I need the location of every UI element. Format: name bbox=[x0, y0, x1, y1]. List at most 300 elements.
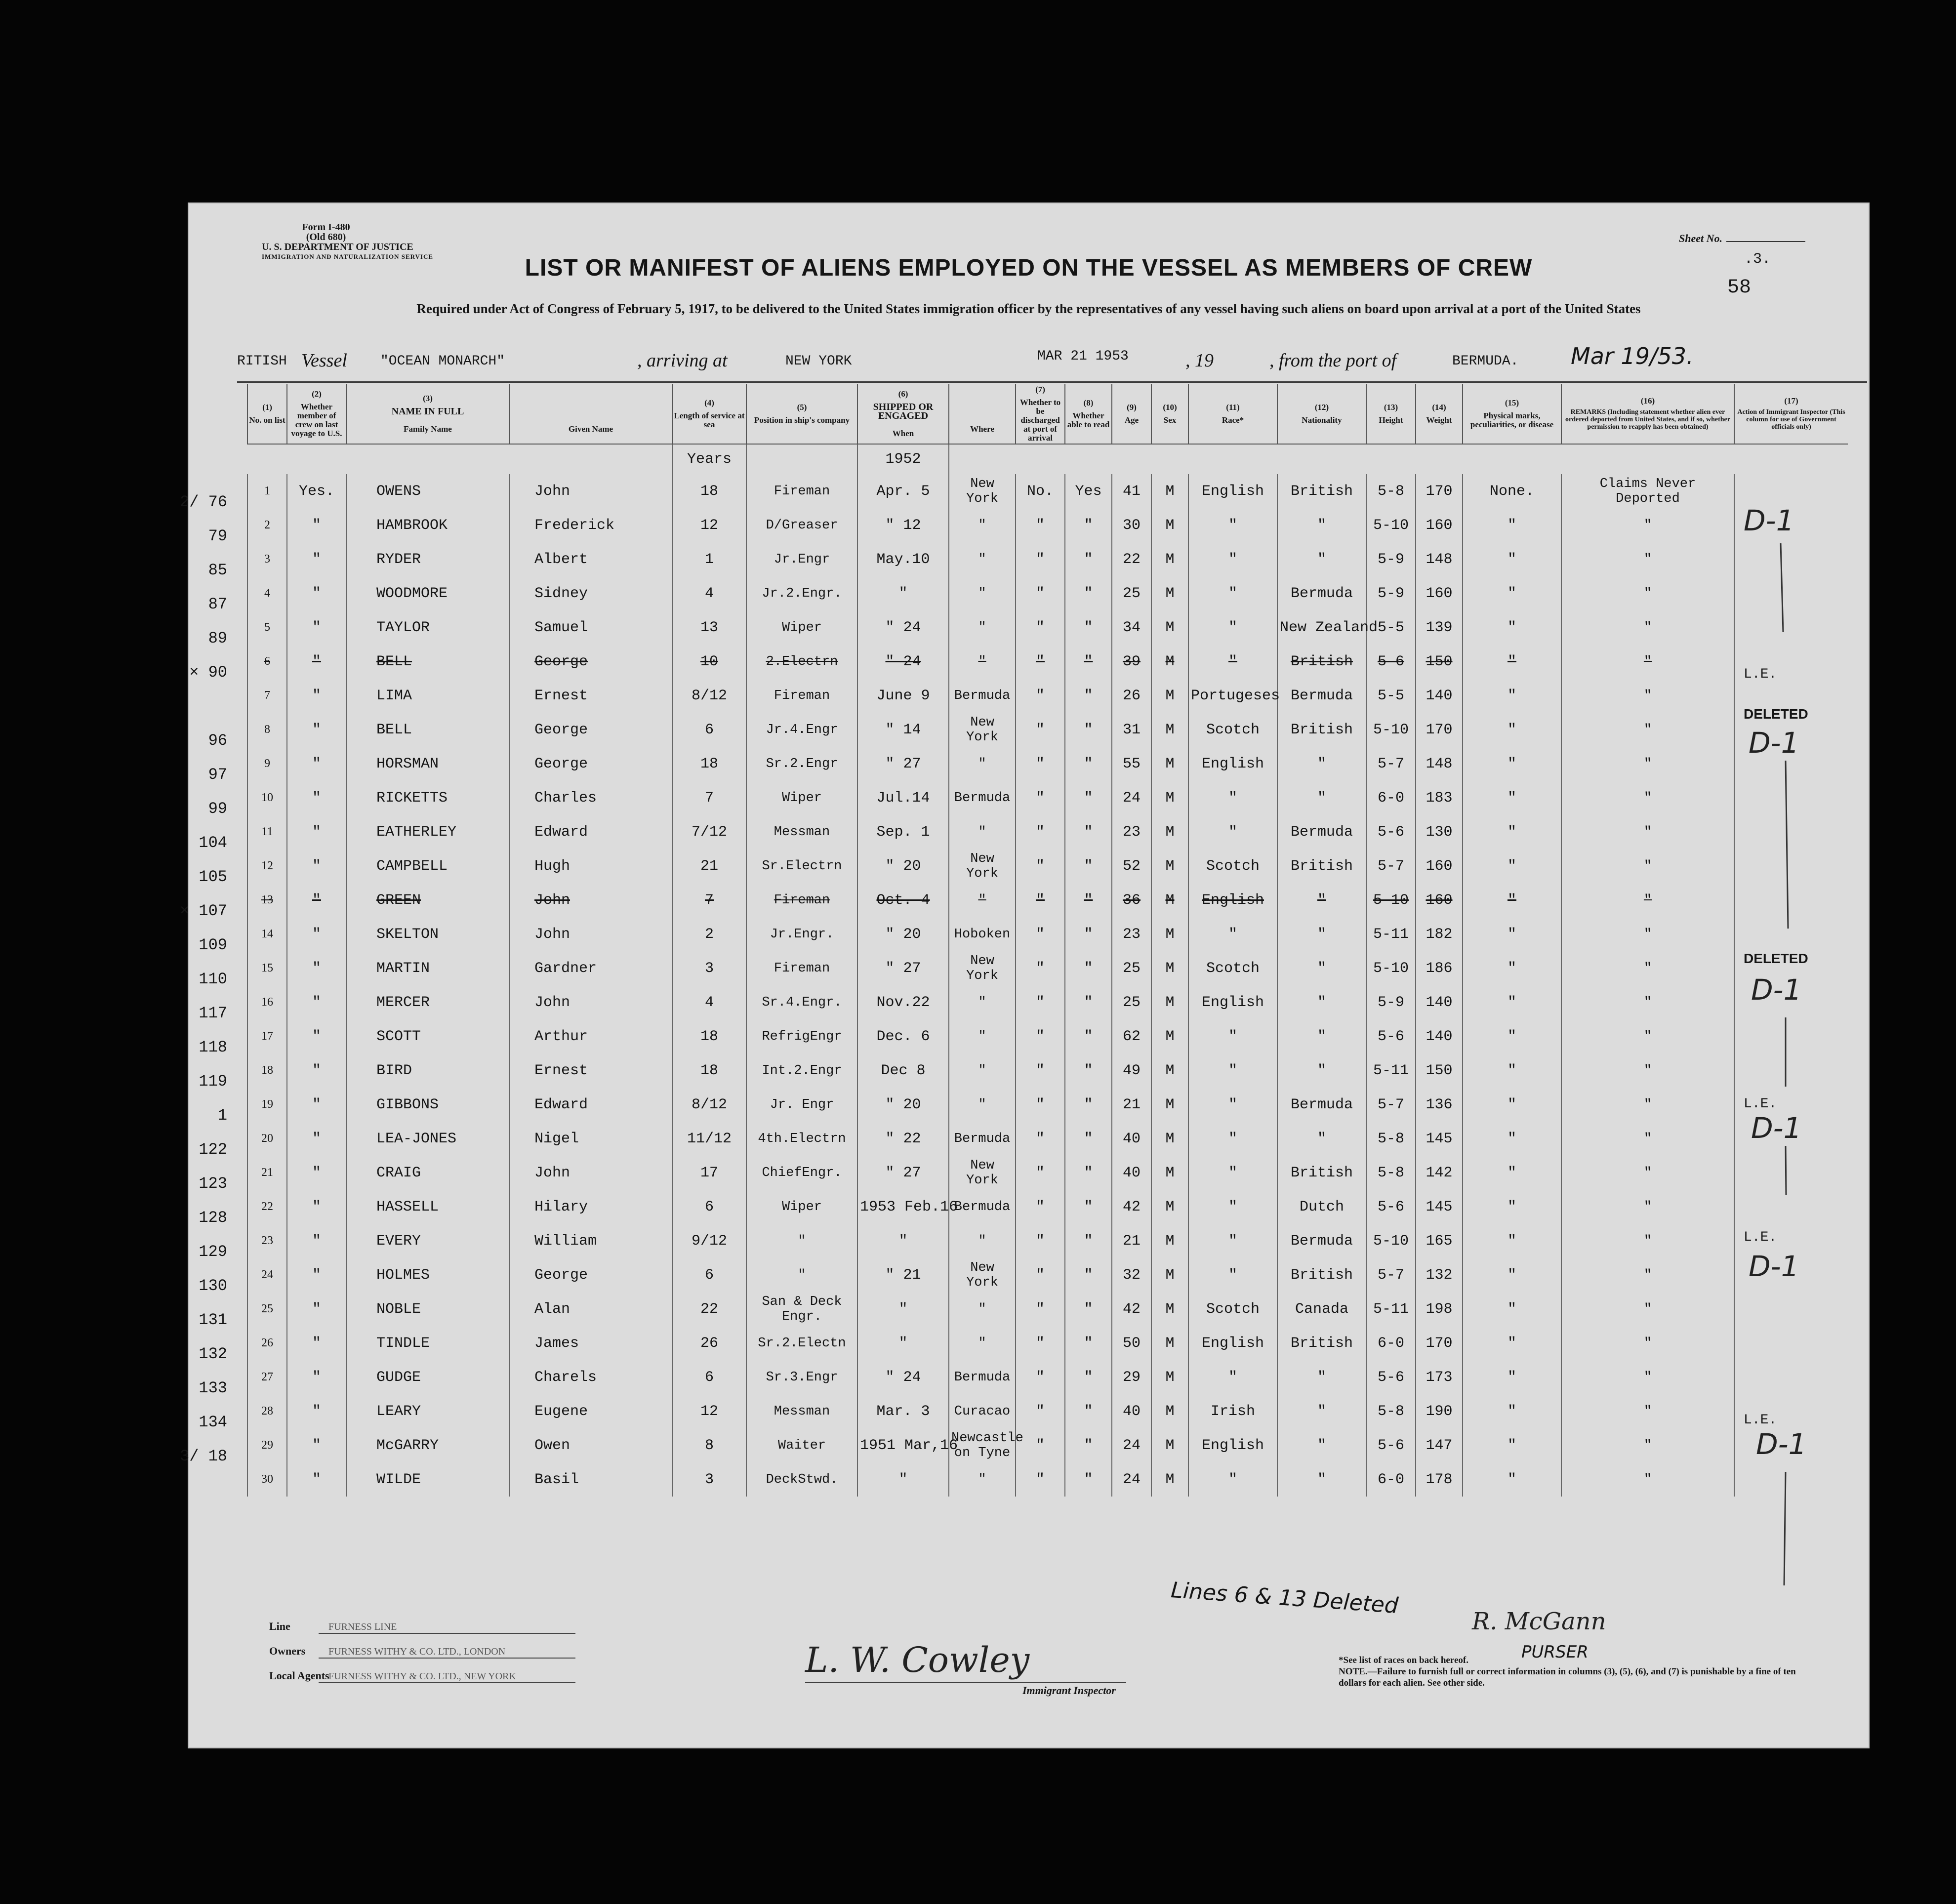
cell-no: 29 bbox=[247, 1428, 287, 1462]
cell-where: " bbox=[949, 1019, 1016, 1053]
cell-nationality: " bbox=[1277, 1019, 1366, 1053]
cell-family: LEARY bbox=[346, 1394, 509, 1428]
cell-family: BELL bbox=[346, 713, 509, 747]
cell-where: " bbox=[949, 747, 1016, 781]
cell-age: 32 bbox=[1112, 1258, 1151, 1292]
table-row bbox=[247, 508, 1848, 542]
cell-age: 23 bbox=[1112, 815, 1151, 849]
cell-position: Sr.2.Electn bbox=[746, 1326, 857, 1360]
cell-family: GREEN bbox=[346, 883, 509, 917]
cell-race: Portugeses bbox=[1188, 679, 1277, 713]
cell-age: 31 bbox=[1112, 713, 1151, 747]
cell-remarks: " bbox=[1561, 917, 1734, 951]
cell-height: 6-0 bbox=[1366, 781, 1416, 815]
cell-given: John bbox=[509, 474, 672, 508]
cell-nationality: British bbox=[1277, 1258, 1366, 1292]
cell-prev: " bbox=[287, 883, 346, 917]
cell-age: 25 bbox=[1112, 985, 1151, 1019]
cell-remarks: " bbox=[1561, 1122, 1734, 1156]
cell-weight: 145 bbox=[1416, 1190, 1463, 1224]
cell-discharged: " bbox=[1016, 1156, 1065, 1190]
cell-marks: " bbox=[1463, 1258, 1561, 1292]
cell-where: " bbox=[949, 1292, 1016, 1326]
cell-read: " bbox=[1065, 610, 1112, 645]
inspector-d1-mark: D-1 bbox=[1749, 1250, 1799, 1283]
cell-given: George bbox=[509, 747, 672, 781]
cell-race: English bbox=[1188, 985, 1277, 1019]
cell-marks: " bbox=[1463, 679, 1561, 713]
cell-sex: M bbox=[1151, 1224, 1188, 1258]
cell-marks: " bbox=[1463, 951, 1561, 985]
cell-nationality: Dutch bbox=[1277, 1190, 1366, 1224]
cell-marks: " bbox=[1463, 985, 1561, 1019]
cell-race: " bbox=[1188, 1224, 1277, 1258]
cell-where: Hoboken bbox=[949, 917, 1016, 951]
cell-remarks: " bbox=[1561, 1462, 1734, 1497]
cell-sex: M bbox=[1151, 1360, 1188, 1394]
cell-discharged: " bbox=[1016, 815, 1065, 849]
cell-marks: " bbox=[1463, 713, 1561, 747]
cell-race: English bbox=[1188, 883, 1277, 917]
footer-owners-field: Owners FURNESS WITHY & CO. LTD., LONDON bbox=[269, 1645, 575, 1659]
cell-given: Frederick bbox=[509, 508, 672, 542]
cell-no: 10 bbox=[247, 781, 287, 815]
cell-given: William bbox=[509, 1224, 672, 1258]
cell-discharged: No. bbox=[1016, 474, 1065, 508]
cell-service: 2 bbox=[672, 917, 746, 951]
cell-remarks: " bbox=[1561, 1053, 1734, 1088]
purser-label: PURSER bbox=[1521, 1642, 1589, 1662]
cell-when: 1953 Feb.16 bbox=[857, 1190, 949, 1224]
margin-number: 118 bbox=[199, 1038, 227, 1056]
cell-age: 34 bbox=[1112, 610, 1151, 645]
cell-no: 9 bbox=[247, 747, 287, 781]
table-row bbox=[247, 1292, 1848, 1326]
table-row bbox=[247, 1428, 1848, 1462]
cell-height: 6-0 bbox=[1366, 1326, 1416, 1360]
footer-note bbox=[1339, 1655, 1803, 1689]
cell-when: Jul.14 bbox=[857, 781, 949, 815]
cell-when: " 24 bbox=[857, 1360, 949, 1394]
cell-weight: 160 bbox=[1416, 883, 1463, 917]
cell-no: 6 bbox=[247, 645, 287, 679]
cell-remarks: " bbox=[1561, 1394, 1734, 1428]
cell-sex: M bbox=[1151, 849, 1188, 883]
cell-position: 4th.Electrn bbox=[746, 1122, 857, 1156]
column-header: (10) Sex bbox=[1151, 384, 1188, 444]
margin-number: 132 bbox=[199, 1345, 227, 1363]
cell-nationality: British bbox=[1277, 645, 1366, 679]
column-header: (12) Nationality bbox=[1277, 384, 1366, 444]
table-row bbox=[247, 747, 1848, 781]
margin-number: 109 bbox=[199, 936, 227, 954]
table-row bbox=[247, 542, 1848, 576]
cell-nationality: British bbox=[1277, 1326, 1366, 1360]
cell-given: Hugh bbox=[509, 849, 672, 883]
cell-read: " bbox=[1065, 815, 1112, 849]
cell-when: " 27 bbox=[857, 1156, 949, 1190]
cell-prev: Yes. bbox=[287, 474, 346, 508]
cell-age: 40 bbox=[1112, 1122, 1151, 1156]
race-note: *See list of races on back hereof. bbox=[1339, 1655, 1468, 1665]
cell-read: " bbox=[1065, 713, 1112, 747]
table-row bbox=[247, 1156, 1848, 1190]
column-header-row bbox=[247, 384, 1848, 444]
document-title: LIST OR MANIFEST OF ALIENS EMPLOYED ON THE VESSEL AS MEMBERS OF CREW bbox=[525, 255, 1533, 281]
cell-discharged: " bbox=[1016, 1088, 1065, 1122]
cell-family: BIRD bbox=[346, 1053, 509, 1088]
cell-height: 5-7 bbox=[1366, 849, 1416, 883]
footer-line-field: Line FURNESS LINE bbox=[269, 1620, 575, 1634]
cell-read: " bbox=[1065, 645, 1112, 679]
cell-read: " bbox=[1065, 1292, 1112, 1326]
cell-race: Scotch bbox=[1188, 849, 1277, 883]
cell-age: 39 bbox=[1112, 645, 1151, 679]
cell-age: 23 bbox=[1112, 917, 1151, 951]
cell-nationality: Bermuda bbox=[1277, 679, 1366, 713]
cell-marks: " bbox=[1463, 1156, 1561, 1190]
cell-remarks: " bbox=[1561, 1019, 1734, 1053]
cell-race: Scotch bbox=[1188, 951, 1277, 985]
cell-read: " bbox=[1065, 1326, 1112, 1360]
cell-discharged: " bbox=[1016, 1224, 1065, 1258]
cell-weight: 148 bbox=[1416, 542, 1463, 576]
cell-sex: M bbox=[1151, 1088, 1188, 1122]
cell-remarks: " bbox=[1561, 1360, 1734, 1394]
cell-weight: 136 bbox=[1416, 1088, 1463, 1122]
cell-no: 23 bbox=[247, 1224, 287, 1258]
column-header: (13) Height bbox=[1366, 384, 1416, 444]
form-number: Form I-480 bbox=[302, 222, 350, 233]
cell-nationality: " bbox=[1277, 1428, 1366, 1462]
cell-when: " bbox=[857, 1326, 949, 1360]
cell-family: WILDE bbox=[346, 1462, 509, 1497]
cell-discharged: " bbox=[1016, 610, 1065, 645]
cell-sex: M bbox=[1151, 815, 1188, 849]
cell-family: HOLMES bbox=[346, 1258, 509, 1292]
cell-marks: " bbox=[1463, 1326, 1561, 1360]
cell-weight: 165 bbox=[1416, 1224, 1463, 1258]
cell-where: Bermuda bbox=[949, 1190, 1016, 1224]
table-row bbox=[247, 1053, 1848, 1088]
cell-prev: " bbox=[287, 576, 346, 610]
cell-given: Ernest bbox=[509, 679, 672, 713]
cell-position: Jr.Engr bbox=[746, 542, 857, 576]
table-row bbox=[247, 1224, 1848, 1258]
cell-age: 24 bbox=[1112, 1428, 1151, 1462]
cell-sex: M bbox=[1151, 747, 1188, 781]
deleted-label-row-6: DELETED bbox=[1744, 706, 1808, 722]
cell-service: 7 bbox=[672, 883, 746, 917]
cell-age: 21 bbox=[1112, 1224, 1151, 1258]
cell-family: RICKETTS bbox=[346, 781, 509, 815]
cell-where: " bbox=[949, 985, 1016, 1019]
cell-family: HASSELL bbox=[346, 1190, 509, 1224]
cell-position: Wiper bbox=[746, 781, 857, 815]
cell-given: Owen bbox=[509, 1428, 672, 1462]
cell-discharged: " bbox=[1016, 645, 1065, 679]
cell-service: 12 bbox=[672, 1394, 746, 1428]
cell-when: " 27 bbox=[857, 951, 949, 985]
cell-prev: " bbox=[287, 1190, 346, 1224]
cell-read: " bbox=[1065, 508, 1112, 542]
margin-number: 96 bbox=[208, 731, 227, 750]
cell-given: John bbox=[509, 985, 672, 1019]
cell-prev: " bbox=[287, 917, 346, 951]
cell-when: Apr. 5 bbox=[857, 474, 949, 508]
cell-where: New York bbox=[949, 1156, 1016, 1190]
cell-nationality: " bbox=[1277, 883, 1366, 917]
cell-race: " bbox=[1188, 1019, 1277, 1053]
cell-nationality: " bbox=[1277, 1360, 1366, 1394]
cell-position: " bbox=[746, 1258, 857, 1292]
cell-discharged: " bbox=[1016, 849, 1065, 883]
cell-family: NOBLE bbox=[346, 1292, 509, 1326]
cell-sex: M bbox=[1151, 542, 1188, 576]
sheet-number: .3. bbox=[1744, 251, 1771, 268]
cell-given: Charles bbox=[509, 781, 672, 815]
cell-service: 6 bbox=[672, 1360, 746, 1394]
cell-discharged: " bbox=[1016, 1428, 1065, 1462]
cell-sex: M bbox=[1151, 1292, 1188, 1326]
cell-position: Jr.4.Engr bbox=[746, 713, 857, 747]
cell-discharged: " bbox=[1016, 1360, 1065, 1394]
purser-signature: R. McGann bbox=[1472, 1608, 1606, 1635]
cell-height: 5-10 bbox=[1366, 713, 1416, 747]
cell-read: " bbox=[1065, 781, 1112, 815]
cell-remarks: " bbox=[1561, 713, 1734, 747]
service-name: IMMIGRATION AND NATURALIZATION SERVICE bbox=[262, 253, 434, 260]
cell-family: GIBBONS bbox=[346, 1088, 509, 1122]
cell-height: 5-5 bbox=[1366, 610, 1416, 645]
cell-no: 18 bbox=[247, 1053, 287, 1088]
cell-height: 5-6 bbox=[1366, 1428, 1416, 1462]
cell-marks: " bbox=[1463, 1462, 1561, 1497]
cell-race: " bbox=[1188, 1053, 1277, 1088]
cell-inspector-action bbox=[1734, 474, 1848, 508]
cell-age: 24 bbox=[1112, 781, 1151, 815]
cell-marks: " bbox=[1463, 645, 1561, 679]
cell-family: GUDGE bbox=[346, 1360, 509, 1394]
cell-read: " bbox=[1065, 1122, 1112, 1156]
cell-weight: 170 bbox=[1416, 474, 1463, 508]
cell-where: Bermuda bbox=[949, 781, 1016, 815]
margin-number: 97 bbox=[208, 766, 227, 784]
cell-sex: M bbox=[1151, 1019, 1188, 1053]
cell-weight: 140 bbox=[1416, 1019, 1463, 1053]
cell-no: 22 bbox=[247, 1190, 287, 1224]
cell-prev: " bbox=[287, 951, 346, 985]
cell-service: 6 bbox=[672, 713, 746, 747]
from-port: BERMUDA. bbox=[1452, 354, 1519, 369]
cell-age: 52 bbox=[1112, 849, 1151, 883]
cell-family: TAYLOR bbox=[346, 610, 509, 645]
cell-nationality: " bbox=[1277, 917, 1366, 951]
column-header: (7) Whether to be discharged at port of arrival bbox=[1016, 384, 1065, 444]
arrival-date-stamp: MAR 21 1953 bbox=[1037, 349, 1129, 364]
cell-no: 4 bbox=[247, 576, 287, 610]
cell-remarks: " bbox=[1561, 1326, 1734, 1360]
inspector-signature-line bbox=[805, 1682, 1126, 1683]
cell-remarks: " bbox=[1561, 1258, 1734, 1292]
cell-marks: " bbox=[1463, 1019, 1561, 1053]
inspector-le-mark: L.E. bbox=[1744, 1413, 1777, 1428]
cell-when: " bbox=[857, 1224, 949, 1258]
cell-sex: M bbox=[1151, 1190, 1188, 1224]
cell-position: 2.Electrn bbox=[746, 645, 857, 679]
cell-weight: 139 bbox=[1416, 610, 1463, 645]
cell-height: 5-10 bbox=[1366, 951, 1416, 985]
column-header: (4) Length of service at sea bbox=[672, 384, 746, 444]
margin-number: 3/ 18 bbox=[179, 1447, 227, 1465]
cell-marks: " bbox=[1463, 883, 1561, 917]
cell-marks: " bbox=[1463, 781, 1561, 815]
cell-given: Gardner bbox=[509, 951, 672, 985]
margin-number: 122 bbox=[199, 1140, 227, 1159]
cell-family: RYDER bbox=[346, 542, 509, 576]
cell-when: " 14 bbox=[857, 713, 949, 747]
cell-read: Yes bbox=[1065, 474, 1112, 508]
cell-weight: 170 bbox=[1416, 1326, 1463, 1360]
cell-nationality: " bbox=[1277, 985, 1366, 1019]
cell-where: Bermuda bbox=[949, 1360, 1016, 1394]
cell-given: Sidney bbox=[509, 576, 672, 610]
from-port-label: , from the port of bbox=[1269, 350, 1397, 371]
cell-where: " bbox=[949, 883, 1016, 917]
cell-prev: " bbox=[287, 1019, 346, 1053]
cell-nationality: " bbox=[1277, 508, 1366, 542]
cell-service: 12 bbox=[672, 508, 746, 542]
cell-service: 17 bbox=[672, 1156, 746, 1190]
cell-remarks: " bbox=[1561, 610, 1734, 645]
cell-no: 15 bbox=[247, 951, 287, 985]
cell-nationality: British bbox=[1277, 849, 1366, 883]
cell-position: Wiper bbox=[746, 1190, 857, 1224]
year-label: , 19 bbox=[1185, 350, 1214, 371]
table-row bbox=[247, 610, 1848, 645]
cell-discharged: " bbox=[1016, 917, 1065, 951]
cell-service: 22 bbox=[672, 1292, 746, 1326]
table-row bbox=[247, 951, 1848, 985]
inspector-le-mark: L.E. bbox=[1744, 1230, 1777, 1245]
cell-remarks: " bbox=[1561, 849, 1734, 883]
margin-number: 117 bbox=[199, 1004, 227, 1022]
cell-prev: " bbox=[287, 815, 346, 849]
column-header: (9) Age bbox=[1112, 384, 1151, 444]
cell-where: " bbox=[949, 610, 1016, 645]
table-row bbox=[247, 1088, 1848, 1122]
cell-height: 5-8 bbox=[1366, 474, 1416, 508]
cell-where: " bbox=[949, 645, 1016, 679]
cell-family: BELL bbox=[346, 645, 509, 679]
cell-remarks: " bbox=[1561, 1292, 1734, 1326]
cell-given: Samuel bbox=[509, 610, 672, 645]
handwritten-date: Mar 19/53. bbox=[1571, 343, 1694, 369]
cell-race: " bbox=[1188, 815, 1277, 849]
cell-remarks: " bbox=[1561, 1156, 1734, 1190]
cell-where: " bbox=[949, 508, 1016, 542]
cell-service: 4 bbox=[672, 576, 746, 610]
cell-position: San & Deck Engr. bbox=[746, 1292, 857, 1326]
cell-no: 28 bbox=[247, 1394, 287, 1428]
column-header: (16) REMARKS (Including statement whether alien ever ordered deported from United States, and if so, whether permission to reapply has been obtained) bbox=[1561, 384, 1734, 444]
cell-discharged: " bbox=[1016, 542, 1065, 576]
cell-when: June 9 bbox=[857, 679, 949, 713]
cell-read: " bbox=[1065, 1360, 1112, 1394]
table-row bbox=[247, 849, 1848, 883]
cell-no: 3 bbox=[247, 542, 287, 576]
cell-marks: " bbox=[1463, 1122, 1561, 1156]
cell-position: Messman bbox=[746, 815, 857, 849]
cell-service: 8/12 bbox=[672, 679, 746, 713]
column-header: (2) Whether member of crew on last voyage to U.S. bbox=[287, 384, 346, 444]
cell-service: 7 bbox=[672, 781, 746, 815]
cell-weight: 173 bbox=[1416, 1360, 1463, 1394]
margin-number: 119 bbox=[199, 1072, 227, 1091]
cell-remarks: " bbox=[1561, 883, 1734, 917]
cell-discharged: " bbox=[1016, 985, 1065, 1019]
cell-remarks: " bbox=[1561, 951, 1734, 985]
cell-sex: M bbox=[1151, 917, 1188, 951]
cell-remarks: " bbox=[1561, 985, 1734, 1019]
cell-marks: " bbox=[1463, 1224, 1561, 1258]
cell-race: Scotch bbox=[1188, 713, 1277, 747]
cell-where: New York bbox=[949, 474, 1016, 508]
cell-marks: " bbox=[1463, 542, 1561, 576]
cell-weight: 142 bbox=[1416, 1156, 1463, 1190]
cell-sex: M bbox=[1151, 1156, 1188, 1190]
cell-remarks: " bbox=[1561, 576, 1734, 610]
cell-remarks: " bbox=[1561, 542, 1734, 576]
cell-service: 7/12 bbox=[672, 815, 746, 849]
cell-prev: " bbox=[287, 610, 346, 645]
cell-prev: " bbox=[287, 1394, 346, 1428]
manifest-sheet bbox=[179, 203, 1870, 1748]
cell-service: 18 bbox=[672, 747, 746, 781]
cell-family: EATHERLEY bbox=[346, 815, 509, 849]
cell-family: SCOTT bbox=[346, 1019, 509, 1053]
cell-discharged: " bbox=[1016, 883, 1065, 917]
cell-age: 30 bbox=[1112, 508, 1151, 542]
inspector-d1-mark: D-1 bbox=[1751, 1111, 1802, 1145]
table-row bbox=[247, 917, 1848, 951]
cell-where: Bermuda bbox=[949, 1122, 1016, 1156]
cell-prev: " bbox=[287, 1360, 346, 1394]
cell-position: " bbox=[746, 1224, 857, 1258]
cell-read: " bbox=[1065, 1190, 1112, 1224]
table-row bbox=[247, 474, 1848, 508]
vessel-label: Vessel bbox=[301, 350, 347, 371]
cell-discharged: " bbox=[1016, 508, 1065, 542]
cell-position: ChiefEngr. bbox=[746, 1156, 857, 1190]
cell-marks: " bbox=[1463, 1053, 1561, 1088]
cell-discharged: " bbox=[1016, 747, 1065, 781]
cell-remarks: Claims Never Deported bbox=[1561, 474, 1734, 508]
cell-no: 1 bbox=[247, 474, 287, 508]
cell-service: 18 bbox=[672, 1019, 746, 1053]
inspector-le-mark: L.E. bbox=[1744, 1096, 1777, 1112]
cell-service: 18 bbox=[672, 474, 746, 508]
cell-nationality: Bermuda bbox=[1277, 1088, 1366, 1122]
cell-position: DeckStwd. bbox=[746, 1462, 857, 1497]
cell-family: TINDLE bbox=[346, 1326, 509, 1360]
cell-given: Basil bbox=[509, 1462, 672, 1497]
cell-remarks: " bbox=[1561, 645, 1734, 679]
cell-where: " bbox=[949, 815, 1016, 849]
cell-when: " 24 bbox=[857, 645, 949, 679]
cell-service: 21 bbox=[672, 849, 746, 883]
cell-discharged: " bbox=[1016, 1292, 1065, 1326]
